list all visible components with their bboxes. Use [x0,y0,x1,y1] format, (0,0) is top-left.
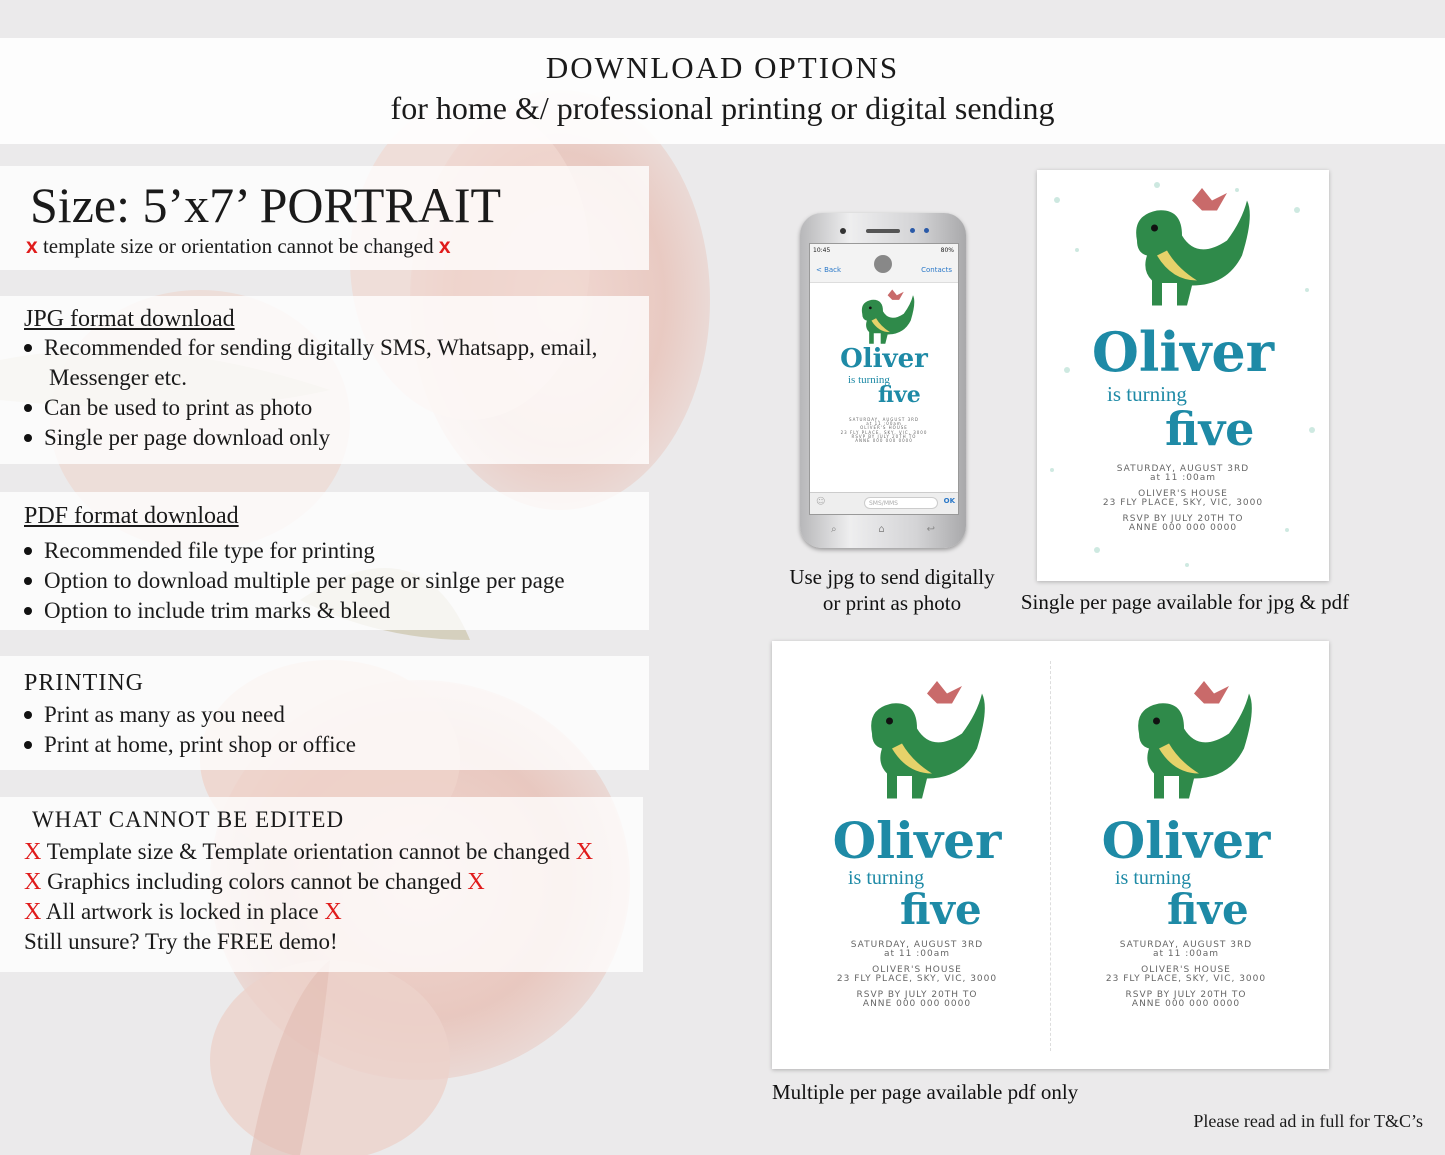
page-subtitle: for home &/ professional printing or digital sending [390,90,1055,126]
bullet-icon [24,434,32,442]
single-invitation-card: Oliver is turning five SATURDAY, AUGUST 3RD at 11 :00am OLIVER'S HOUSE 23 FLY PLACE, SKY, VIC, 3000 RSVP BY JULY 20TH TO ANNE 000 000 0000 [1037,170,1329,581]
sensor-icon [910,228,915,233]
camera-icon[interactable]: ☺ [816,497,826,507]
home-icon[interactable]: ⌂ [878,523,885,535]
search-icon[interactable]: ⌕ [830,523,837,535]
list-item: X All artwork is locked in place X [24,899,342,925]
send-button[interactable]: OK [943,497,955,505]
page-title: DOWNLOAD OPTIONS [545,50,900,85]
printing-panel [0,656,649,770]
demo-note: Still unsure? Try the FREE demo! [24,929,338,954]
list-item: Print at home, print shop or office [24,732,356,758]
bullet-icon [24,607,32,615]
sensor-icon [924,228,929,233]
dinosaur-icon [1109,671,1259,806]
list-item: Messenger etc. [49,365,187,390]
phone-screen [809,243,959,515]
list-item: Can be used to print as photo [24,395,312,421]
phone-nav-bar [810,519,956,539]
list-item: Recommended file type for printing [24,538,375,564]
x-mark: x [438,235,451,258]
bullet-icon [24,711,32,719]
pdf-heading: PDF format download [24,503,239,529]
single-caption: Single per page available for jpg & pdf [1020,590,1350,614]
multiple-caption: Multiple per page available pdf only [772,1080,1079,1104]
list-item: Option to include trim marks & bleed [24,598,390,624]
back-link[interactable]: < Back [816,266,842,274]
dinosaur-icon [842,671,992,806]
list-item: Print as many as you need [24,702,285,728]
size-note-text: template size or orientation cannot be changed [42,234,434,258]
message-input[interactable]: SMS/MMS [864,497,938,509]
header-banner [0,38,1445,144]
dinosaur-icon [1107,178,1257,313]
mini-invitation: Oliver is turning five SATURDAY, AUGUST 3RD at 11 :00am OLIVER'S HOUSE 23 FLY PLACE, SKY, VIC, 3000 RSVP BY JULY 20TH TO ANNE 000 000 0000 [810,282,958,492]
invitation-copy: Oliver is turning five SATURDAY, AUGUST 3RD at 11 :00am OLIVER'S HOUSE 23 FLY PLACE, SKY, VIC, 3000 RSVP BY JULY 20TH TO ANNE 000 000 0000 [1051,641,1329,1069]
list-item: Single per page download only [24,425,330,451]
avatar [874,255,892,273]
list-item: X Template size & Template orientation cannot be changed X [24,839,594,865]
multi-invitation-sheet [772,641,1329,1069]
invitation-copy: Oliver is turning five SATURDAY, AUGUST 3RD at 11 :00am OLIVER'S HOUSE 23 FLY PLACE, SKY, VIC, 3000 RSVP BY JULY 20TH TO ANNE 000 000 0000 [772,641,1050,1069]
jpg-heading: JPG format download [24,306,235,332]
size-title: Size: 5’x7’ PORTRAIT [30,177,502,233]
list-item: X Graphics including colors cannot be changed X [24,869,485,895]
message-bar [810,492,958,515]
bullet-icon [24,577,32,585]
bullet-icon [24,547,32,555]
pdf-panel [0,492,649,630]
bullet-icon [24,741,32,749]
bullet-icon [24,404,32,412]
footer-note: Please read ad in full for T&C’s [1193,1111,1423,1131]
jpg-panel [0,296,649,464]
size-note [26,234,451,259]
camera-icon [840,228,846,234]
printing-heading: PRINTING [24,670,144,696]
not-editable-panel [0,797,643,972]
list-item: Option to download multiple per page or sinlge per page [24,568,565,594]
bullet-icon [24,344,32,352]
back-icon[interactable]: ↩ [926,523,936,535]
list-item: Recommended for sending digitally SMS, Whatsapp, email, [24,335,597,361]
size-panel [0,166,649,270]
speaker-icon [866,229,900,233]
x-mark: x [26,235,38,258]
status-bar: 10:45 80% < Back Contacts [810,244,958,283]
phone-mockup [800,213,966,548]
contacts-link[interactable]: Contacts [921,266,952,274]
dinosaur-icon [847,286,919,346]
not-editable-heading: WHAT CANNOT BE EDITED [32,807,345,832]
phone-caption: Use jpg to send digitally or print as photo [789,565,995,615]
